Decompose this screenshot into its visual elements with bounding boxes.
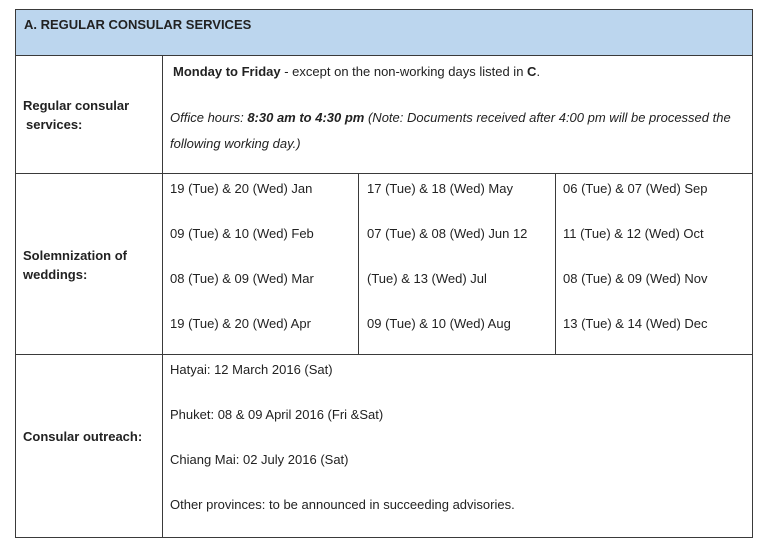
wedding-date: 19 (Tue) & 20 (Wed) Apr — [170, 316, 311, 331]
column-divider — [555, 173, 556, 355]
wedding-date: 08 (Tue) & 09 (Wed) Mar — [170, 271, 314, 286]
office-hours-note: (Note: Documents received after 4:00 pm will be processed the — [364, 110, 731, 125]
wedding-date: (Tue) & 13 (Wed) Jul — [367, 271, 487, 286]
weddings-label — [23, 246, 127, 284]
row-divider — [15, 354, 753, 355]
regular-label-line2: services: — [26, 117, 83, 132]
regular-services-label — [23, 96, 129, 134]
office-hours-bold: 8:30 am to 4:30 pm — [247, 110, 365, 125]
weddings-label-line1: Solemnization of — [23, 248, 127, 263]
wedding-date: 09 (Tue) & 10 (Wed) Aug — [367, 316, 511, 331]
office-hours-text — [170, 110, 731, 125]
office-hours-note-line2: following working day.) — [170, 136, 301, 151]
column-divider — [162, 55, 163, 538]
outreach-item: Phuket: 08 & 09 April 2016 (Fri &Sat) — [170, 407, 384, 422]
regular-label-line1: Regular consular — [23, 98, 130, 113]
wedding-date: 19 (Tue) & 20 (Wed) Jan — [170, 181, 313, 196]
wedding-date: 09 (Tue) & 10 (Wed) Feb — [170, 226, 314, 241]
office-hours-prefix: Office hours: — [170, 110, 248, 125]
outreach-label: Consular outreach: — [23, 429, 143, 444]
outreach-item: Other provinces: to be announced in succeeding advisories. — [170, 497, 515, 512]
wedding-date: 08 (Tue) & 09 (Wed) Nov — [563, 271, 708, 286]
row-divider — [15, 173, 753, 174]
outreach-item: Hatyai: 12 March 2016 (Sat) — [170, 362, 333, 377]
working-days-ref: C — [527, 64, 537, 79]
working-days-end: . — [536, 64, 541, 79]
wedding-date: 11 (Tue) & 12 (Wed) Oct — [563, 226, 704, 241]
wedding-date: 17 (Tue) & 18 (Wed) May — [367, 181, 513, 196]
working-days-bold: Monday to Friday — [173, 64, 281, 79]
working-days-rest: - except on the non-working days listed in — [280, 64, 528, 79]
section-title: A. REGULAR CONSULAR SERVICES — [24, 17, 252, 32]
wedding-date: 13 (Tue) & 14 (Wed) Dec — [563, 316, 708, 331]
column-divider — [358, 173, 359, 355]
wedding-date: 07 (Tue) & 08 (Wed) Jun 12 — [367, 226, 528, 241]
working-days-text — [173, 64, 540, 79]
wedding-date: 06 (Tue) & 07 (Wed) Sep — [563, 181, 708, 196]
outreach-item: Chiang Mai: 02 July 2016 (Sat) — [170, 452, 349, 467]
weddings-label-line2: weddings: — [23, 267, 88, 282]
